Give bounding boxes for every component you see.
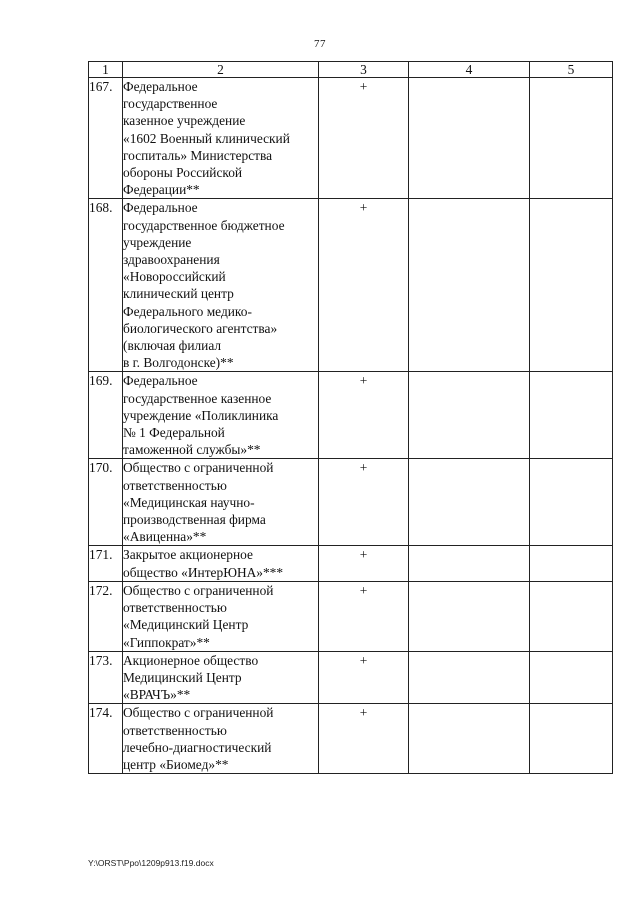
organization-name-line: «Медицинская научно- [123, 494, 255, 510]
organization-name [123, 546, 319, 581]
organization-name-line: обороны Российской [123, 165, 243, 181]
table-body [89, 78, 613, 774]
column-4-cell [409, 581, 530, 651]
column-5-cell [530, 199, 613, 372]
organization-name-line: Федерации** [123, 182, 200, 198]
organization-name-line: Федеральное [123, 373, 198, 389]
column-4-cell [409, 78, 530, 199]
row-number: 168. [89, 199, 123, 372]
column-3-cell: + [319, 704, 409, 774]
table-row [89, 546, 613, 581]
organization-name-line: казенное учреждение [123, 113, 246, 129]
organization-name-line: «Новороссийский [123, 269, 226, 285]
organization-name-line: Закрытое акционерное [123, 547, 253, 563]
organization-name-line: государственное [123, 96, 218, 112]
organization-name-line: ответственностью [123, 600, 227, 616]
organization-name-line: Медицинский Центр [123, 669, 242, 685]
column-5-cell [530, 372, 613, 459]
column-3-cell: + [319, 581, 409, 651]
organization-name-line: клинический центр [123, 286, 234, 302]
table-row [89, 199, 613, 372]
table-row [89, 704, 613, 774]
organization-name-line: (включая филиал [123, 338, 222, 354]
table-row [89, 372, 613, 459]
column-3-cell: + [319, 651, 409, 704]
organization-name-line: биологического агентства» [123, 320, 278, 336]
table-row [89, 651, 613, 704]
column-3-cell: + [319, 199, 409, 372]
row-number: 169. [89, 372, 123, 459]
organization-name-line: «1602 Военный клинический [123, 130, 290, 146]
row-number: 170. [89, 459, 123, 546]
column-header-4: 4 [409, 62, 530, 78]
row-number: 167. [89, 78, 123, 199]
row-number: 171. [89, 546, 123, 581]
organization-name-line: Федеральное [123, 79, 198, 94]
organization-name-line: Федеральное [123, 200, 198, 216]
page-number: 77 [314, 38, 326, 50]
organization-name-line: № 1 Федеральной [123, 425, 225, 441]
organization-name-line: учреждение «Поликлиника [123, 407, 279, 423]
organization-name-line: «Медицинский Центр [123, 617, 249, 633]
organization-name-line: Общество с ограниченной [123, 582, 274, 598]
column-4-cell [409, 459, 530, 546]
organization-name-line: Федерального медико- [123, 303, 252, 319]
organization-name-line: государственное казенное [123, 390, 272, 406]
organization-name-line: Общество с ограниченной [123, 460, 274, 476]
row-number: 174. [89, 704, 123, 774]
organizations-table [88, 61, 613, 774]
column-4-cell [409, 651, 530, 704]
organization-name [123, 704, 319, 774]
column-5-cell [530, 581, 613, 651]
column-5-cell [530, 78, 613, 199]
organization-name [123, 372, 319, 459]
table-row [89, 459, 613, 546]
organization-name-line: в г. Волгодонске)** [123, 355, 234, 371]
table-header-row [89, 62, 613, 78]
organization-name-line: «Гиппократ»** [123, 634, 210, 650]
organization-name-line: производственная фирма [123, 512, 266, 528]
organization-name-line: ответственностью [123, 477, 227, 493]
organization-name-line: центр «Биомед»** [123, 756, 229, 772]
row-number: 173. [89, 651, 123, 704]
column-3-cell: + [319, 459, 409, 546]
organization-name [123, 651, 319, 704]
organization-name-line: «Авиценна»** [123, 529, 207, 545]
column-header-2: 2 [123, 62, 319, 78]
column-3-cell: + [319, 372, 409, 459]
column-5-cell [530, 546, 613, 581]
column-5-cell [530, 651, 613, 704]
organization-name [123, 78, 319, 199]
organization-name [123, 581, 319, 651]
column-4-cell [409, 546, 530, 581]
organization-name-line: лечебно-диагностический [123, 739, 272, 755]
column-5-cell [530, 459, 613, 546]
column-header-1: 1 [89, 62, 123, 78]
organization-name-line: здравоохранения [123, 252, 220, 268]
column-4-cell [409, 704, 530, 774]
organization-name-line: государственное бюджетное [123, 217, 285, 233]
organization-name [123, 199, 319, 372]
organization-name-line: госпиталь» Министерства [123, 147, 273, 163]
organization-name-line: «ВРАЧЪ»** [123, 687, 191, 703]
organization-name-line: общество «ИнтерЮНА»*** [123, 564, 284, 580]
column-4-cell [409, 372, 530, 459]
column-header-3: 3 [319, 62, 409, 78]
table-row [89, 78, 613, 199]
column-5-cell [530, 704, 613, 774]
column-3-cell: + [319, 78, 409, 199]
organization-name-line: ответственностью [123, 722, 227, 738]
table-row [89, 581, 613, 651]
column-3-cell: + [319, 546, 409, 581]
column-4-cell [409, 199, 530, 372]
organization-name [123, 459, 319, 546]
organization-name-line: Акционерное общество [123, 652, 259, 668]
column-header-5: 5 [530, 62, 613, 78]
organization-name-line: учреждение [123, 234, 192, 250]
row-number: 172. [89, 581, 123, 651]
file-path-footer: Y:\ORST\Ppo\1209p913.f19.docx [88, 858, 214, 868]
organization-name-line: Общество с ограниченной [123, 705, 274, 721]
organization-name-line: таможенной службы»** [123, 442, 261, 458]
